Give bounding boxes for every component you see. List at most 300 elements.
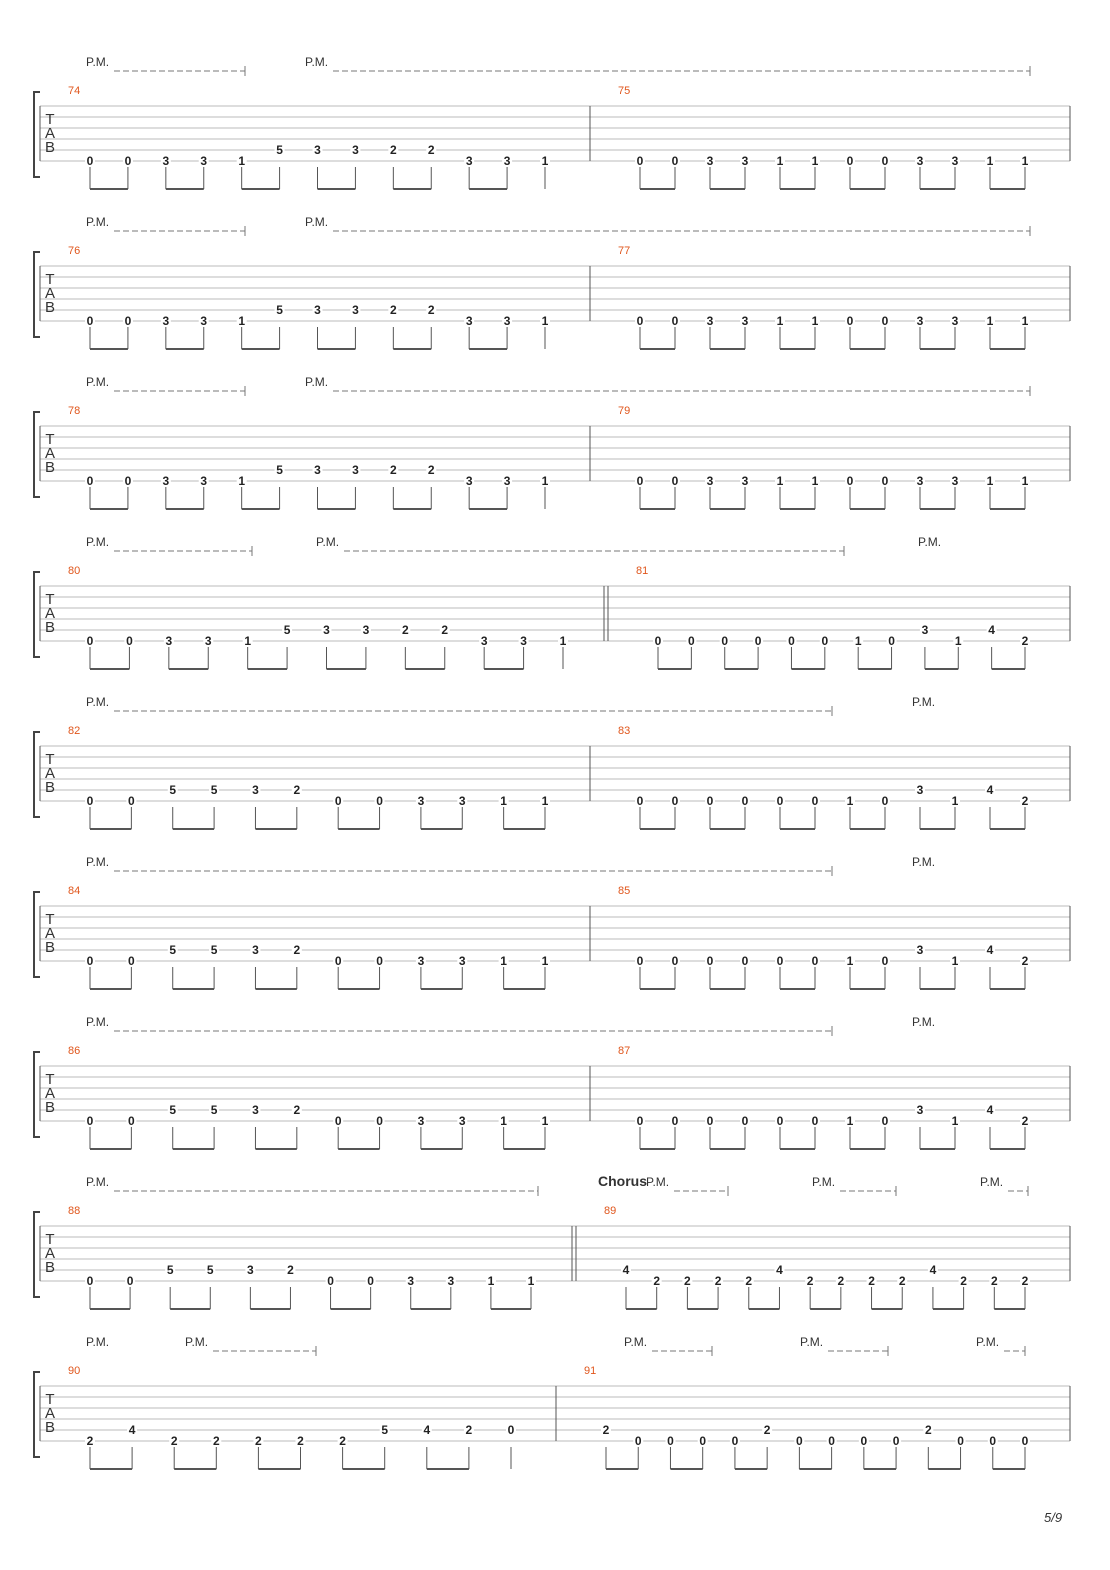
fret-number: 1 — [244, 634, 252, 648]
system-bracket — [34, 412, 40, 497]
fret-number: 3 — [362, 623, 370, 637]
fret-number: 0 — [654, 634, 662, 648]
fret-number: 3 — [520, 634, 527, 648]
fret-number: 3 — [480, 634, 488, 648]
fret-number: 3 — [951, 314, 959, 328]
fret-number: 2 — [293, 943, 301, 957]
fret-number: 0 — [126, 634, 133, 648]
fret-number: 1 — [811, 314, 819, 328]
fret-number: 0 — [741, 1114, 749, 1128]
palm-mute-label: P.M. — [624, 1335, 648, 1349]
fret-number: 0 — [811, 954, 819, 968]
fret-number: 0 — [334, 794, 342, 808]
page-number: 5/9 — [1044, 1510, 1063, 1525]
system-bracket — [34, 252, 40, 337]
fret-number: 0 — [721, 634, 729, 648]
tab-clef-letter: B — [44, 1259, 56, 1276]
fret-number: 3 — [458, 954, 466, 968]
tab-clef-letter: T — [45, 591, 55, 608]
fret-number: 0 — [124, 314, 132, 328]
fret-number: 0 — [376, 794, 383, 808]
fret-number: 1 — [559, 634, 567, 648]
tab-clef-letter: T — [45, 1391, 55, 1408]
fret-number: 4 — [986, 943, 994, 957]
fret-number: 1 — [1021, 314, 1029, 328]
measure-number: 84 — [68, 885, 81, 897]
fret-number: 3 — [706, 314, 714, 328]
fret-number: 2 — [293, 783, 301, 797]
tab-clef-letter: T — [45, 751, 55, 768]
fret-number: 0 — [1021, 1434, 1029, 1448]
fret-number: 1 — [951, 1114, 959, 1128]
fret-number: 3 — [741, 474, 749, 488]
fret-number: 2 — [212, 1434, 220, 1448]
fret-number: 1 — [986, 474, 994, 488]
fret-number: 0 — [888, 634, 895, 648]
fret-number: 3 — [417, 794, 425, 808]
tab-clef-letter: T — [45, 1071, 55, 1088]
fret-number: 1 — [541, 154, 549, 168]
fret-number: 0 — [828, 1434, 835, 1448]
fret-number: 1 — [541, 954, 549, 968]
fret-number: 4 — [128, 1423, 136, 1437]
measure-number: 81 — [636, 565, 649, 577]
fret-number: 4 — [776, 1263, 783, 1277]
palm-mute-label: P.M. — [86, 1175, 110, 1189]
palm-mute-label: P.M. — [305, 55, 329, 69]
fret-number: 2 — [960, 1274, 967, 1288]
palm-mute-label: P.M. — [812, 1175, 836, 1189]
tab-clef-letter: A — [44, 605, 56, 622]
fret-number: 0 — [776, 794, 784, 808]
fret-number: 5 — [276, 143, 283, 157]
fret-number: 5 — [283, 623, 291, 637]
fret-number: 3 — [951, 474, 959, 488]
fret-number: 0 — [376, 954, 383, 968]
tab-clef-letter: T — [45, 111, 55, 128]
fret-number: 0 — [636, 314, 644, 328]
measure-number: 83 — [618, 725, 631, 737]
fret-number: 0 — [881, 1114, 889, 1128]
tab-clef-letter: A — [44, 1405, 56, 1422]
fret-number: 0 — [86, 794, 94, 808]
fret-number: 4 — [986, 783, 994, 797]
fret-number: 1 — [846, 794, 854, 808]
fret-number: 2 — [745, 1274, 753, 1288]
measure-number: 76 — [68, 245, 81, 257]
fret-number: 2 — [427, 303, 435, 317]
fret-number: 0 — [706, 1114, 714, 1128]
tab-clef-letter: B — [44, 299, 56, 316]
fret-number: 3 — [921, 623, 929, 637]
fret-number: 2 — [427, 143, 435, 157]
fret-number: 0 — [334, 1114, 342, 1128]
system-bracket — [34, 1372, 40, 1457]
fret-number: 0 — [776, 954, 784, 968]
fret-number: 1 — [238, 314, 246, 328]
fret-number: 0 — [636, 154, 644, 168]
fret-number: 0 — [376, 1114, 383, 1128]
fret-number: 5 — [210, 943, 218, 957]
measure-number: 88 — [68, 1205, 81, 1217]
fret-number: 1 — [238, 474, 246, 488]
fret-number: 2 — [1021, 1114, 1029, 1128]
fret-number: 2 — [990, 1274, 998, 1288]
palm-mute-label: P.M. — [976, 1335, 1000, 1349]
fret-number: 3 — [916, 1103, 924, 1117]
tab-clef-letter: T — [45, 1231, 55, 1248]
palm-mute-label: P.M. — [185, 1335, 209, 1349]
fret-number: 3 — [252, 943, 259, 957]
fret-number: 3 — [503, 154, 511, 168]
measure-number: 80 — [68, 565, 81, 577]
fret-number: 3 — [200, 314, 208, 328]
fret-number: 0 — [860, 1434, 868, 1448]
fret-number: 0 — [334, 954, 342, 968]
fret-number: 0 — [86, 474, 94, 488]
fret-number: 0 — [636, 794, 644, 808]
tab-clef-letter: B — [44, 459, 56, 476]
fret-number: 0 — [126, 1274, 134, 1288]
fret-number: 1 — [541, 794, 549, 808]
fret-number: 2 — [86, 1434, 94, 1448]
measure-number: 74 — [68, 85, 81, 97]
fret-number: 1 — [951, 794, 959, 808]
system-bracket — [34, 892, 40, 977]
tab-clef-letter: B — [44, 939, 56, 956]
fret-number: 1 — [500, 1114, 507, 1128]
palm-mute-label: P.M. — [646, 1175, 670, 1189]
fret-number: 0 — [124, 474, 132, 488]
fret-number: 0 — [86, 314, 94, 328]
fret-number: 3 — [503, 474, 511, 488]
fret-number: 1 — [541, 314, 549, 328]
fret-number: 1 — [811, 474, 819, 488]
fret-number: 1 — [776, 314, 784, 328]
fret-number: 5 — [381, 1423, 389, 1437]
fret-number: 0 — [86, 154, 94, 168]
fret-number: 4 — [423, 1423, 431, 1437]
measure-number: 78 — [68, 405, 81, 417]
fret-number: 3 — [247, 1263, 254, 1277]
system-bracket — [34, 1212, 40, 1297]
fret-number: 0 — [846, 474, 854, 488]
fret-number: 3 — [252, 783, 259, 797]
fret-number: 0 — [128, 954, 135, 968]
measure-number: 79 — [618, 405, 631, 417]
tab-clef-letter: T — [45, 431, 55, 448]
palm-mute-label: P.M. — [86, 375, 110, 389]
palm-mute-label: P.M. — [86, 535, 110, 549]
tab-clef-letter: B — [44, 1099, 56, 1116]
fret-number: 4 — [988, 623, 995, 637]
palm-mute-label: P.M. — [912, 855, 936, 869]
fret-number: 0 — [881, 314, 889, 328]
palm-mute-label: P.M. — [800, 1335, 824, 1349]
fret-number: 4 — [622, 1263, 630, 1277]
fret-number: 3 — [162, 474, 170, 488]
fret-number: 1 — [776, 474, 784, 488]
fret-number: 0 — [367, 1274, 374, 1288]
fret-number: 3 — [916, 154, 924, 168]
measure-number: 91 — [584, 1365, 597, 1377]
section-label: Chorus — [598, 1173, 647, 1189]
fret-number: 3 — [352, 143, 359, 157]
fret-number: 1 — [500, 794, 507, 808]
fret-number: 0 — [86, 1274, 94, 1288]
palm-mute-label: P.M. — [86, 1335, 110, 1349]
palm-mute-label: P.M. — [86, 55, 110, 69]
system-bracket — [34, 1052, 40, 1137]
fret-number: 5 — [166, 1263, 174, 1277]
fret-number: 2 — [389, 463, 397, 477]
system-bracket — [34, 92, 40, 177]
fret-number: 5 — [210, 1103, 218, 1117]
fret-number: 3 — [916, 943, 924, 957]
fret-number: 2 — [602, 1423, 610, 1437]
fret-number: 1 — [238, 154, 246, 168]
fret-number: 2 — [255, 1434, 262, 1448]
fret-number: 3 — [458, 1114, 466, 1128]
fret-number: 3 — [314, 463, 321, 477]
fret-number: 5 — [169, 1103, 177, 1117]
tab-clef-letter: A — [44, 1245, 56, 1262]
fret-number: 3 — [162, 314, 170, 328]
fret-number: 0 — [731, 1434, 739, 1448]
fret-number: 2 — [714, 1274, 722, 1288]
fret-number: 5 — [276, 303, 283, 317]
palm-mute-label: P.M. — [86, 855, 110, 869]
tab-clef-letter: T — [45, 911, 55, 928]
fret-number: 3 — [314, 303, 321, 317]
fret-number: 3 — [916, 314, 924, 328]
fret-number: 1 — [811, 154, 819, 168]
fret-number: 0 — [636, 954, 644, 968]
fret-number: 3 — [503, 314, 511, 328]
fret-number: 1 — [1021, 154, 1029, 168]
tab-clef-letter: A — [44, 765, 56, 782]
fret-number: 3 — [417, 954, 425, 968]
fret-number: 0 — [671, 794, 679, 808]
fret-number: 3 — [204, 634, 212, 648]
fret-number: 2 — [401, 623, 409, 637]
fret-number: 4 — [986, 1103, 994, 1117]
fret-number: 3 — [252, 1103, 259, 1117]
fret-number: 3 — [323, 623, 330, 637]
fret-number: 0 — [881, 154, 889, 168]
fret-number: 2 — [287, 1263, 294, 1277]
tab-clef-letter: A — [44, 285, 56, 302]
fret-number: 2 — [898, 1274, 906, 1288]
fret-number: 0 — [128, 794, 135, 808]
fret-number: 1 — [500, 954, 507, 968]
fret-number: 1 — [954, 634, 962, 648]
fret-number: 3 — [162, 154, 170, 168]
tab-clef-letter: B — [44, 779, 56, 796]
tab-clef-letter: T — [45, 271, 55, 288]
palm-mute-label: P.M. — [912, 695, 936, 709]
tab-clef-letter: A — [44, 1085, 56, 1102]
fret-number: 3 — [706, 154, 714, 168]
fret-number: 2 — [684, 1274, 691, 1288]
fret-number: 3 — [465, 474, 473, 488]
fret-number: 3 — [314, 143, 321, 157]
fret-number: 0 — [846, 154, 854, 168]
fret-number: 0 — [796, 1434, 803, 1448]
fret-number: 2 — [868, 1274, 875, 1288]
measure-number: 90 — [68, 1365, 81, 1377]
fret-number: 3 — [741, 154, 749, 168]
fret-number: 1 — [846, 954, 854, 968]
fret-number: 0 — [327, 1274, 334, 1288]
fret-number: 2 — [293, 1103, 301, 1117]
palm-mute-label: P.M. — [305, 215, 329, 229]
fret-number: 0 — [821, 634, 829, 648]
fret-number: 3 — [417, 1114, 425, 1128]
fret-number: 2 — [1021, 954, 1029, 968]
palm-mute-label: P.M. — [86, 215, 110, 229]
measure-number: 89 — [604, 1205, 617, 1217]
fret-number: 2 — [339, 1434, 346, 1448]
fret-number: 2 — [1021, 794, 1029, 808]
fret-number: 2 — [653, 1274, 661, 1288]
fret-number: 3 — [407, 1274, 415, 1288]
tab-clef-letter: B — [44, 139, 56, 156]
fret-number: 1 — [776, 154, 784, 168]
fret-number: 1 — [1021, 474, 1029, 488]
fret-number: 0 — [754, 634, 762, 648]
palm-mute-label: P.M. — [86, 695, 110, 709]
fret-number: 0 — [636, 474, 644, 488]
fret-number: 2 — [441, 623, 449, 637]
fret-number: 1 — [854, 634, 862, 648]
fret-number: 3 — [741, 314, 749, 328]
fret-number: 0 — [636, 1114, 644, 1128]
measure-number: 85 — [618, 885, 631, 897]
fret-number: 0 — [706, 954, 714, 968]
fret-number: 0 — [671, 474, 679, 488]
fret-number: 2 — [1021, 1274, 1029, 1288]
fret-number: 0 — [881, 794, 889, 808]
fret-number: 0 — [846, 314, 854, 328]
fret-number: 3 — [458, 794, 466, 808]
fret-number: 2 — [763, 1423, 771, 1437]
fret-number: 1 — [951, 954, 959, 968]
fret-number: 0 — [128, 1114, 135, 1128]
fret-number: 3 — [465, 154, 473, 168]
measure-number: 77 — [618, 245, 631, 257]
fret-number: 5 — [206, 1263, 214, 1277]
fret-number: 0 — [688, 634, 695, 648]
fret-number: 3 — [916, 783, 924, 797]
fret-number: 0 — [86, 634, 94, 648]
fret-number: 0 — [957, 1434, 964, 1448]
measure-number: 86 — [68, 1045, 81, 1057]
fret-number: 3 — [352, 463, 359, 477]
fret-number: 1 — [986, 314, 994, 328]
fret-number: 0 — [507, 1423, 515, 1437]
fret-number: 3 — [352, 303, 359, 317]
fret-number: 1 — [846, 1114, 854, 1128]
tab-clef-letter: B — [44, 619, 56, 636]
fret-number: 0 — [881, 954, 889, 968]
fret-number: 4 — [929, 1263, 937, 1277]
fret-number: 0 — [671, 954, 679, 968]
fret-number: 1 — [986, 154, 994, 168]
fret-number: 0 — [671, 1114, 679, 1128]
fret-number: 2 — [837, 1274, 845, 1288]
palm-mute-label: P.M. — [305, 375, 329, 389]
tab-clef-letter: A — [44, 445, 56, 462]
fret-number: 0 — [989, 1434, 997, 1448]
fret-number: 0 — [776, 1114, 784, 1128]
measure-number: 87 — [618, 1045, 631, 1057]
fret-number: 0 — [634, 1434, 642, 1448]
fret-number: 2 — [170, 1434, 178, 1448]
fret-number: 0 — [671, 314, 679, 328]
fret-number: 3 — [165, 634, 173, 648]
fret-number: 3 — [447, 1274, 455, 1288]
fret-number: 5 — [169, 783, 177, 797]
fret-number: 0 — [741, 954, 749, 968]
fret-number: 0 — [124, 154, 132, 168]
fret-number: 2 — [297, 1434, 304, 1448]
system-bracket — [34, 732, 40, 817]
fret-number: 0 — [671, 154, 679, 168]
palm-mute-label: P.M. — [980, 1175, 1004, 1189]
fret-number: 2 — [389, 143, 397, 157]
fret-number: 0 — [892, 1434, 900, 1448]
fret-number: 0 — [86, 1114, 94, 1128]
fret-number: 3 — [916, 474, 924, 488]
fret-number: 1 — [487, 1274, 495, 1288]
palm-mute-label: P.M. — [86, 1015, 110, 1029]
fret-number: 3 — [200, 154, 208, 168]
palm-mute-label: P.M. — [918, 535, 942, 549]
fret-number: 5 — [169, 943, 177, 957]
fret-number: 3 — [706, 474, 714, 488]
fret-number: 2 — [1021, 634, 1029, 648]
tab-clef-letter: B — [44, 1419, 56, 1436]
fret-number: 2 — [465, 1423, 473, 1437]
fret-number: 0 — [811, 794, 819, 808]
measure-number: 75 — [618, 85, 631, 97]
fret-number: 0 — [741, 794, 749, 808]
fret-number: 0 — [881, 474, 889, 488]
fret-number: 3 — [465, 314, 473, 328]
fret-number: 0 — [811, 1114, 819, 1128]
fret-number: 2 — [389, 303, 397, 317]
fret-number: 5 — [210, 783, 218, 797]
tab-clef-letter: A — [44, 925, 56, 942]
fret-number: 3 — [951, 154, 959, 168]
fret-number: 2 — [924, 1423, 932, 1437]
fret-number: 2 — [427, 463, 435, 477]
fret-number: 0 — [788, 634, 795, 648]
fret-number: 2 — [806, 1274, 814, 1288]
fret-number: 1 — [541, 474, 549, 488]
fret-number: 5 — [276, 463, 283, 477]
fret-number: 3 — [200, 474, 208, 488]
fret-number: 1 — [541, 1114, 549, 1128]
palm-mute-label: P.M. — [912, 1015, 936, 1029]
measure-number: 82 — [68, 725, 81, 737]
fret-number: 0 — [667, 1434, 674, 1448]
fret-number: 0 — [86, 954, 94, 968]
palm-mute-label: P.M. — [316, 535, 340, 549]
fret-number: 0 — [699, 1434, 707, 1448]
system-bracket — [34, 572, 40, 657]
